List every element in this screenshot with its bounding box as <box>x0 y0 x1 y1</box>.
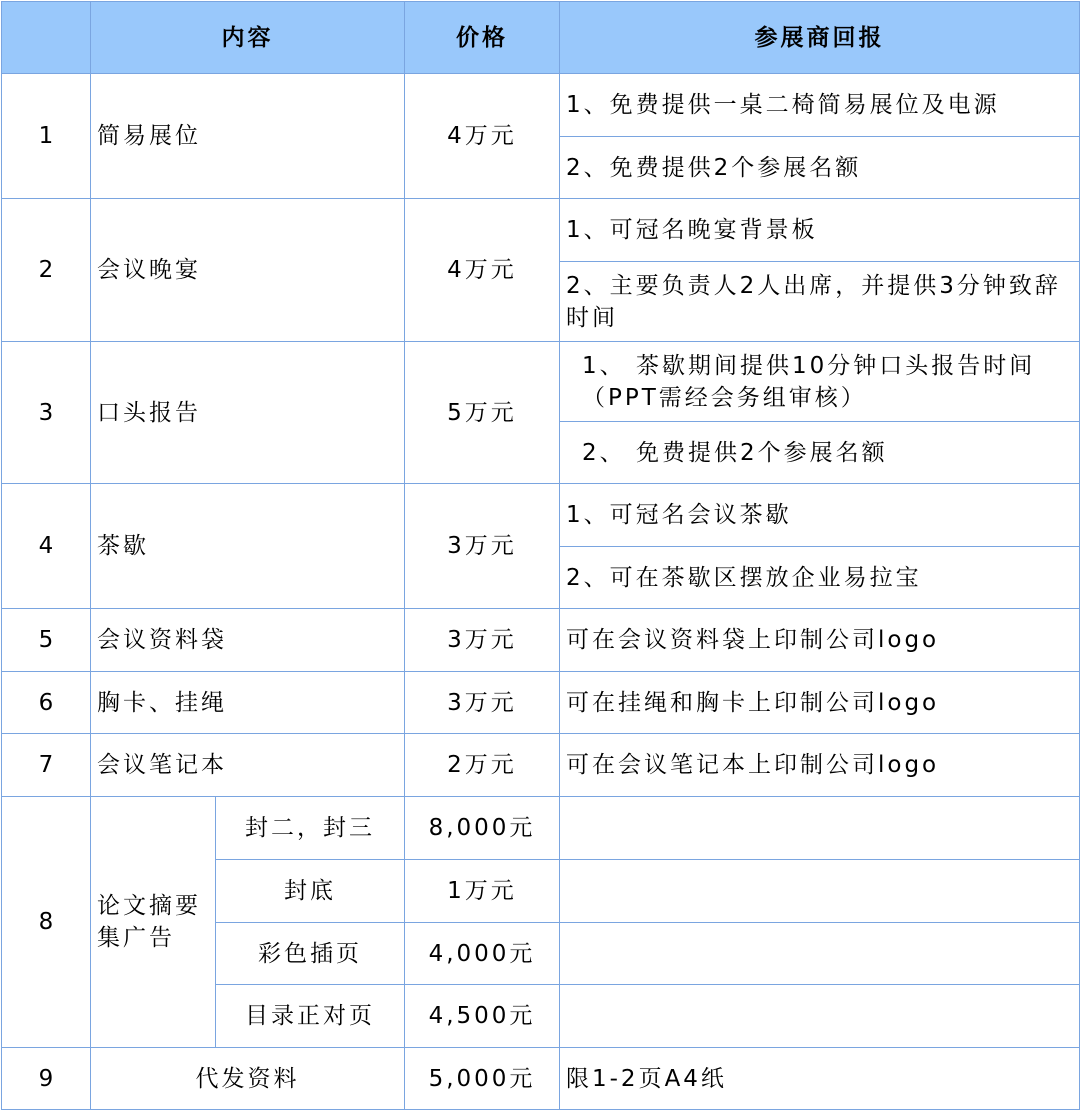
row-content: 茶歇 <box>91 484 405 609</box>
row-price: 3万元 <box>405 484 560 609</box>
row-return: 2、免费提供2个参展名额 <box>560 137 1080 199</box>
table-row <box>2 609 1080 672</box>
table-row <box>2 199 1080 262</box>
row-price: 4万元 <box>405 74 560 199</box>
row-price: 2万元 <box>405 734 560 797</box>
sponsorship-table <box>1 1 1080 1110</box>
sub-item-price: 4,500元 <box>405 985 560 1048</box>
row-return: 限1-2页A4纸 <box>560 1048 1080 1110</box>
row-content: 口头报告 <box>91 342 405 484</box>
header-price: 价格 <box>405 2 560 74</box>
row-return: 1、 茶歇期间提供10分钟口头报告时间（PPT需经会务组审核） <box>560 342 1080 422</box>
sub-item-name: 封底 <box>216 860 405 923</box>
row-return: 1、可冠名会议茶歇 <box>560 484 1080 547</box>
table-row <box>2 672 1080 734</box>
sub-item-name: 封二，封三 <box>216 797 405 860</box>
sub-item-return <box>560 797 1080 860</box>
row-return: 2、 免费提供2个参展名额 <box>560 422 1080 484</box>
row-content: 胸卡、挂绳 <box>91 672 405 734</box>
row-return: 可在会议笔记本上印制公司logo <box>560 734 1080 797</box>
header-content: 内容 <box>91 2 405 74</box>
row-return: 2、主要负责人2人出席，并提供3分钟致辞时间 <box>560 262 1080 342</box>
row-price: 5万元 <box>405 342 560 484</box>
row-content: 会议晚宴 <box>91 199 405 342</box>
row-return: 1、可冠名晚宴背景板 <box>560 199 1080 262</box>
header-returns: 参展商回报 <box>560 2 1080 74</box>
sub-item-price: 8,000元 <box>405 797 560 860</box>
row-return: 可在挂绳和胸卡上印制公司logo <box>560 672 1080 734</box>
row-price: 5,000元 <box>405 1048 560 1110</box>
table-row <box>2 484 1080 547</box>
table-row <box>2 734 1080 797</box>
sub-item-return <box>560 860 1080 923</box>
row-number: 6 <box>2 672 91 734</box>
table-row <box>2 797 1080 860</box>
row-number: 7 <box>2 734 91 797</box>
sub-item-return <box>560 985 1080 1048</box>
header-number <box>2 2 91 74</box>
table-row <box>2 74 1080 137</box>
sub-item-return <box>560 923 1080 985</box>
table-row <box>2 1048 1080 1110</box>
row-number: 5 <box>2 609 91 672</box>
sub-item-price: 4,000元 <box>405 923 560 985</box>
sub-item-name: 目录正对页 <box>216 985 405 1048</box>
row-return: 2、可在茶歇区摆放企业易拉宝 <box>560 547 1080 609</box>
row-content: 会议资料袋 <box>91 609 405 672</box>
row-price: 3万元 <box>405 609 560 672</box>
sub-item-price: 1万元 <box>405 860 560 923</box>
row-content: 代发资料 <box>91 1048 405 1110</box>
sub-item-name: 彩色插页 <box>216 923 405 985</box>
row-return: 可在会议资料袋上印制公司logo <box>560 609 1080 672</box>
row-number: 1 <box>2 74 91 199</box>
row-price: 3万元 <box>405 672 560 734</box>
row-number: 9 <box>2 1048 91 1110</box>
row-number: 2 <box>2 199 91 342</box>
row-return: 1、免费提供一桌二椅简易展位及电源 <box>560 74 1080 137</box>
row-content: 简易展位 <box>91 74 405 199</box>
row-number: 3 <box>2 342 91 484</box>
header-row <box>2 2 1080 74</box>
row-content: 论文摘要集广告 <box>91 797 216 1048</box>
row-price: 4万元 <box>405 199 560 342</box>
row-content: 会议笔记本 <box>91 734 405 797</box>
table-row <box>2 342 1080 422</box>
row-number: 8 <box>2 797 91 1048</box>
row-number: 4 <box>2 484 91 609</box>
